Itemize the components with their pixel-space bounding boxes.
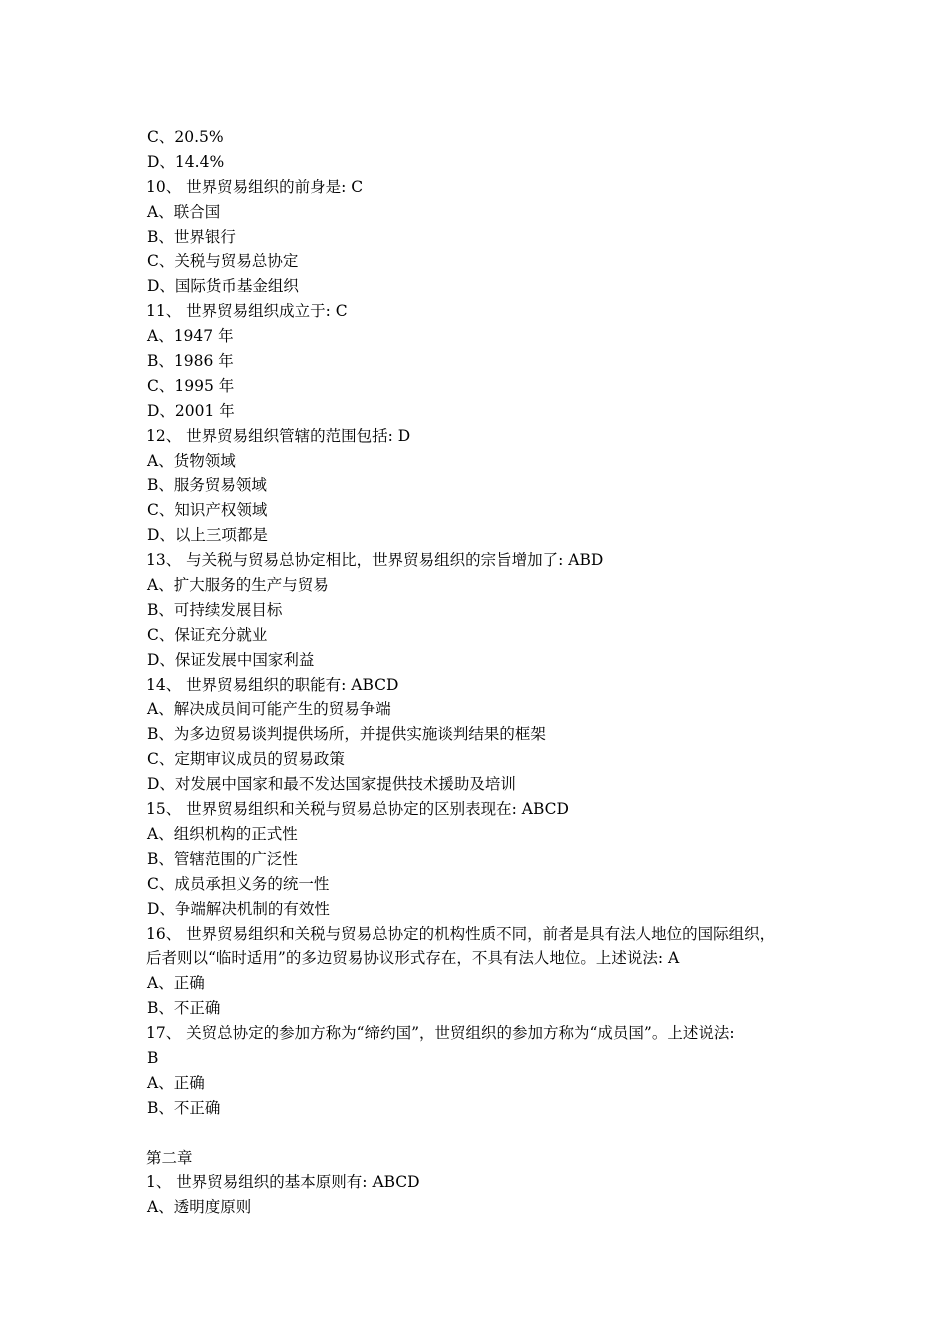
option-line: A、组织机构的正式性 xyxy=(147,824,298,843)
option-line: D、国际货币基金组织 xyxy=(147,277,299,296)
option-line: C、定期审议成员的贸易政策 xyxy=(147,750,345,769)
option-line: A、解决成员间可能产生的贸易争端 xyxy=(147,700,391,719)
question-line: 1、 世界贸易组织的基本原则有: ABCD xyxy=(146,1173,420,1192)
option-line: D、以上三项都是 xyxy=(147,526,268,545)
option-line: A、正确 xyxy=(147,974,205,993)
question-line: 15、 世界贸易组织和关税与贸易总协定的区别表现在: ABCD xyxy=(146,800,569,819)
option-line: C、20.5% xyxy=(147,128,224,146)
option-line: B、管辖范围的广泛性 xyxy=(147,849,298,868)
question-line: 10、 世界贸易组织的前身是: C xyxy=(146,177,364,196)
blank-line xyxy=(146,1121,826,1146)
question-line: 16、 世界贸易组织和关税与贸易总协定的机构性质不同，前者是具有法人地位的国际组织， xyxy=(146,924,776,943)
chapter-heading: 第二章 xyxy=(146,1148,193,1167)
option-line: B、不正确 xyxy=(147,1098,221,1117)
question-line-continued: 后者则以“临时适用”的多边贸易协议形式存在，不具有法人地位。上述说法: A xyxy=(146,949,680,968)
question-line: 12、 世界贸易组织管辖的范围包括: D xyxy=(146,426,411,445)
option-line: A、联合国 xyxy=(147,202,221,221)
question-line: 13、 与关税与贸易总协定相比，世界贸易组织的宗旨增加了: ABD xyxy=(146,551,604,570)
option-line: C、关税与贸易总协定 xyxy=(147,252,299,271)
option-line: A、透明度原则 xyxy=(147,1198,252,1217)
option-line: D、14.4% xyxy=(147,152,225,171)
option-line: C、1995 年 xyxy=(147,376,235,395)
question-line: 17、 关贸总协定的参加方称为“缔约国”，世贸组织的参加方称为“成员国”。上述说法: xyxy=(146,1024,735,1043)
option-line: B、世界银行 xyxy=(147,227,236,246)
option-line: D、争端解决机制的有效性 xyxy=(147,899,330,918)
option-line: C、保证充分就业 xyxy=(147,625,268,644)
option-line: B、为多边贸易谈判提供场所，并提供实施谈判结果的框架 xyxy=(147,725,546,744)
option-line: A、1947 年 xyxy=(147,327,234,346)
option-line: D、保证发展中国家利益 xyxy=(147,650,315,669)
question-line: 11、 世界贸易组织成立于: C xyxy=(146,302,348,321)
option-line: A、扩大服务的生产与贸易 xyxy=(147,576,329,595)
option-line: D、对发展中国家和最不发达国家提供技术援助及培训 xyxy=(147,775,516,794)
document-body xyxy=(146,125,826,1220)
option-line: B、服务贸易领域 xyxy=(147,476,267,495)
option-line: B、不正确 xyxy=(147,999,221,1018)
option-line: B、可持续发展目标 xyxy=(147,600,283,619)
option-line: A、货物领域 xyxy=(147,451,236,470)
question-line: 14、 世界贸易组织的职能有: ABCD xyxy=(146,675,399,694)
option-line: C、知识产权领域 xyxy=(147,501,268,520)
option-line: C、成员承担义务的统一性 xyxy=(147,874,330,893)
answer-line: B xyxy=(147,1048,159,1067)
option-line: A、正确 xyxy=(147,1073,205,1092)
option-line: D、2001 年 xyxy=(147,401,235,420)
option-line: B、1986 年 xyxy=(147,352,234,371)
